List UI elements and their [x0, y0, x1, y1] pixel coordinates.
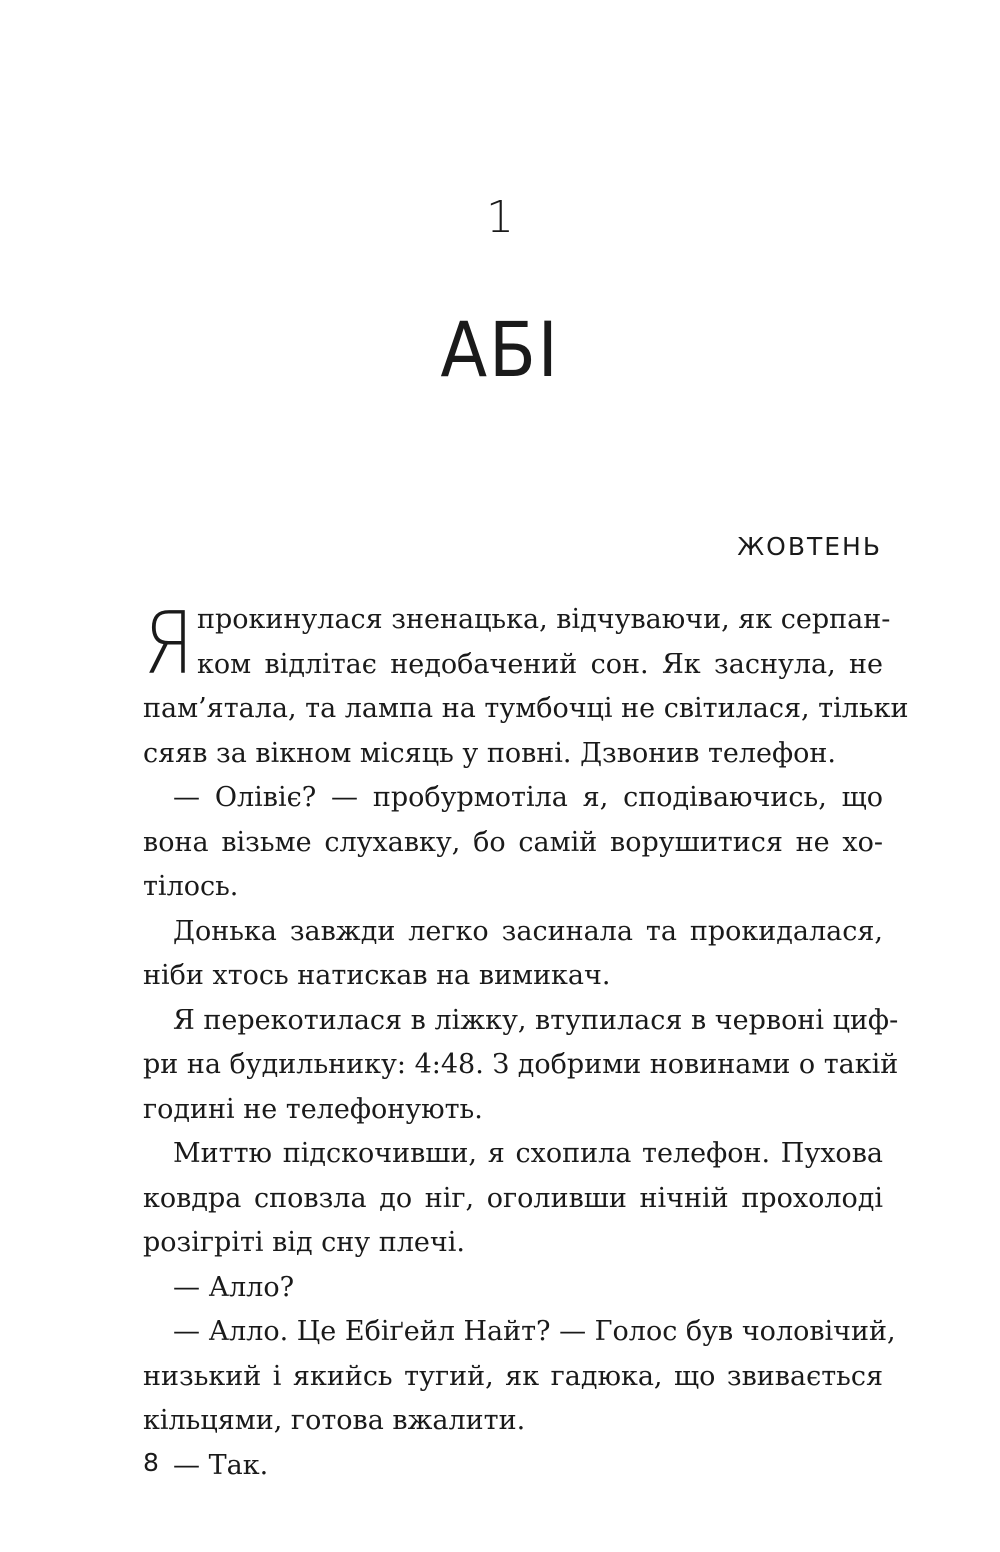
text-line: Донька завжди легко засинала та прокидалася, [173, 915, 883, 947]
text-line: вона візьме слухавку, бо самій ворушитися не хо- [143, 826, 883, 858]
text-line: сяяв за вікном місяць у повні. Дзвонив телефон. [143, 737, 836, 769]
text-line: Миттю підскочивши, я схопила телефон. Пухова [173, 1138, 883, 1169]
text-line: — Олівіє? — пробурмотіла я, сподіваючись, що [173, 782, 883, 813]
text-line: — Так. [173, 1449, 269, 1481]
page-number: 8 [143, 1448, 159, 1477]
text-line: ковдра сповзла до ніг, оголивши нічній прохолоді [143, 1182, 883, 1214]
text-line: кільцями, готова вжалити. [143, 1405, 526, 1436]
text-line: ніби хтось натискав на вимикач. [143, 960, 611, 991]
text-line: Я перекотилася в ліжку, втупилася в червоні циф- [173, 1004, 899, 1036]
text-line: розігріті від сну плечі. [143, 1227, 465, 1258]
text-line: — Алло. Це Ебіґейл Найт? — Голос був чоловічий, [173, 1316, 896, 1347]
text-line: ри на будильнику: 4:48. З добрими новинами о такій [143, 1049, 899, 1080]
chapter-title: АБІ [440, 305, 560, 394]
text-line: — Алло? [173, 1271, 295, 1303]
text-line: тілось. [143, 871, 239, 902]
section-label: ЖОВТЕНЬ [737, 532, 882, 561]
drop-cap: Я [143, 594, 194, 694]
text-line: ком відлітає недобачений сон. Як заснула, не [197, 648, 883, 680]
text-line: годині не телефонують. [143, 1093, 483, 1125]
text-line: прокинулася зненацька, відчуваючи, як серпан- [197, 604, 891, 635]
text-line: пам’ятала, та лампа на тумбочці не світилася, тільки [143, 693, 909, 724]
text-line: низький і якийсь тугий, як гадюка, що звивається [143, 1360, 883, 1392]
chapter-number: 1 [486, 192, 514, 243]
body-text [143, 594, 909, 1488]
